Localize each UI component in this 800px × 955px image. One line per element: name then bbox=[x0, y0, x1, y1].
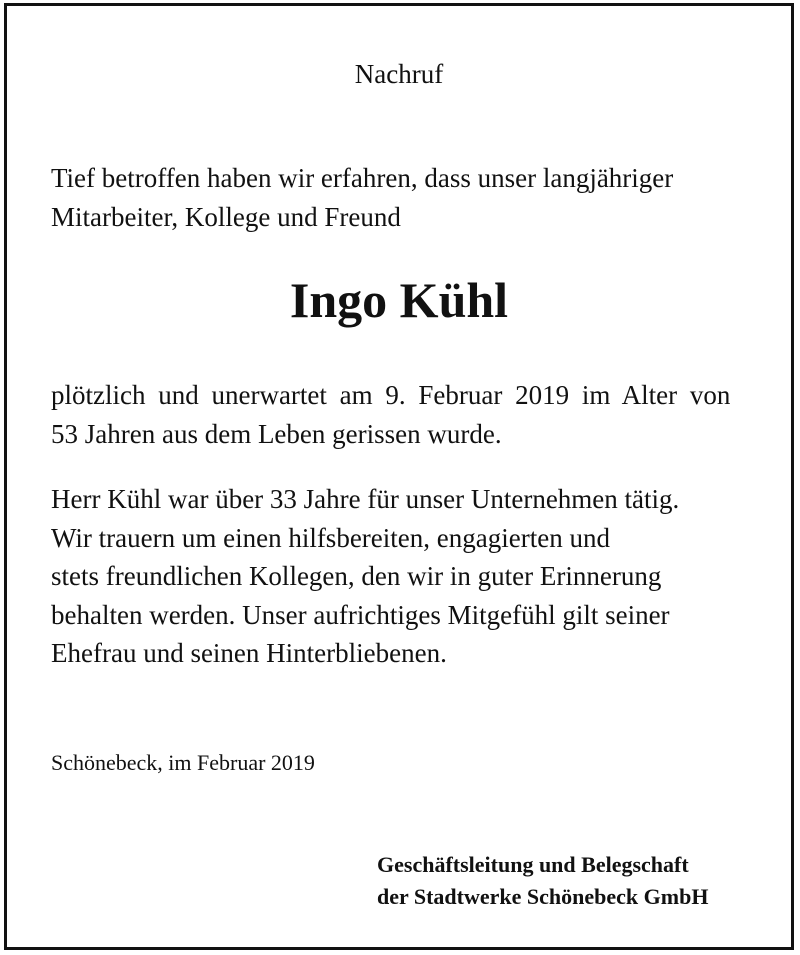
intro-line: Tief betroffen haben wir erfahren, dass unser langjähriger bbox=[51, 163, 674, 193]
notice-heading: Nachruf bbox=[354, 59, 444, 89]
signature-line: Geschäftsleitung und Belegschaft bbox=[377, 852, 689, 877]
tribute-line: Ehefrau und seinen Hinterbliebenen. bbox=[51, 638, 447, 668]
tribute-line: Wir trauern um einen hilfsbereiten, engagierten und bbox=[51, 522, 610, 553]
tribute-paragraph bbox=[51, 480, 767, 673]
place-date: Schönebeck, im Februar 2019 bbox=[51, 750, 315, 775]
tribute-line: stets freundlichen Kollegen, den wir in guter Erinnerung bbox=[51, 561, 662, 591]
death-paragraph bbox=[51, 376, 767, 453]
tribute-line: Herr Kühl war über 33 Jahre für unser Unternehmen tätig. bbox=[51, 484, 680, 514]
death-line: 53 Jahren aus dem Leben gerissen wurde. bbox=[51, 418, 502, 449]
signature-block bbox=[377, 849, 708, 913]
notice-frame bbox=[4, 3, 794, 950]
tribute-line: behalten werden. Unser aufrichtiges Mitgefühl gilt seiner bbox=[51, 599, 670, 630]
deceased-name: Ingo Kühl bbox=[289, 272, 509, 328]
death-line: plötzlich und unerwartet am 9. Februar 2019 im Alter von bbox=[51, 380, 731, 410]
intro-line: Mitarbeiter, Kollege und Freund bbox=[51, 201, 401, 232]
signature-line: der Stadtwerke Schönebeck GmbH bbox=[377, 884, 709, 909]
intro-paragraph bbox=[51, 159, 767, 236]
